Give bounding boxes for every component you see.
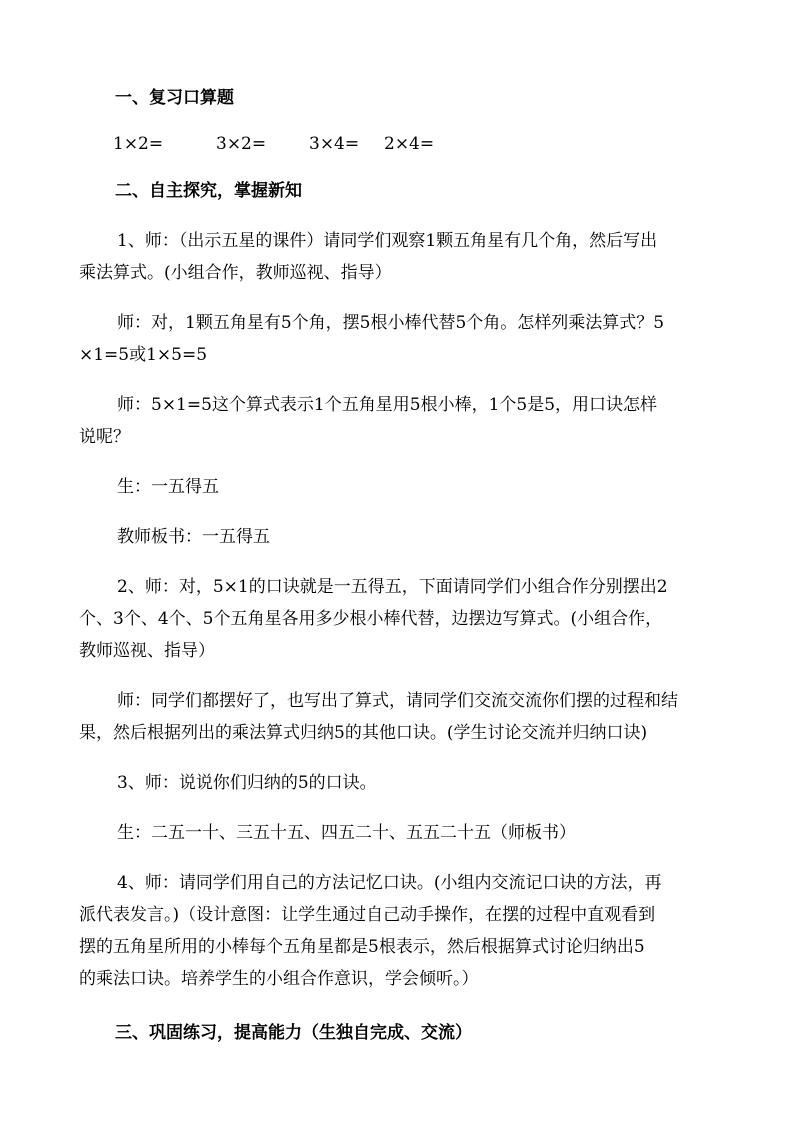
paragraph-line: 4、师：请同学们用自己的方法记忆口诀。(小组内交流记口诀的方法，再 — [117, 873, 662, 893]
paragraph-line: 师：同学们都摆好了，也写出了算式，请同学们交流交流你们摆的过程和结 — [117, 691, 678, 711]
paragraph-line: 个、3个、4个、5个五角星各用多少根小棒代替，边摆边写算式。(小组合作， — [79, 609, 663, 629]
section-heading-practice: 三、巩固练习，提高能力（生独自完成、交流） — [115, 1023, 472, 1043]
paragraph-line: 师：对，1颗五角星有5个角，摆5根小棒代替5个角。怎样列乘法算式？5 — [117, 313, 665, 333]
paragraph-line: 师：5×1=5这个算式表示1个五角星用5根小棒，1个5是5，用口诀怎样 — [117, 395, 658, 415]
paragraph-line: 1、师：（出示五星的课件）请同学们观察1颗五角星有几个角，然后写出 — [117, 231, 658, 251]
paragraph-line: 2、师：对，5×1的口诀就是一五得五，下面请同学们小组合作分别摆出2 — [117, 577, 668, 597]
paragraph-line: 教师板书：一五得五 — [117, 527, 270, 547]
paragraph-line: ×1=5或1×5=5 — [79, 345, 208, 365]
review-problem: 1×2= — [113, 134, 164, 154]
paragraph-line: 生：二五一十、三五十五、四五二十、五五二十五（师板书） — [117, 823, 576, 843]
paragraph-line: 3、师：说说你们归纳的5的口诀。 — [117, 773, 377, 793]
paragraph-line: 摆的五角星所用的小棒每个五角星都是5根表示，然后根据算式讨论归纳出5 — [79, 937, 645, 957]
review-problem: 2×4= — [384, 134, 435, 154]
review-problem: 3×4= — [309, 134, 360, 154]
paragraph-line: 派代表发言。)（设计意图：让学生通过自己动手操作，在摆的过程中直观看到 — [79, 905, 656, 925]
paragraph-line: 说呢？ — [79, 427, 130, 447]
section-heading-review: 一、复习口算题 — [115, 88, 234, 108]
review-problem-row — [0, 132, 794, 156]
paragraph-line: 教师巡视、指导） — [79, 641, 215, 661]
review-problem: 3×2= — [216, 134, 267, 154]
paragraph-line: 生：一五得五 — [117, 477, 219, 497]
paragraph-line: 的乘法口诀。培养学生的小组合作意识，学会倾听。） — [79, 969, 479, 989]
section-heading-explore: 二、自主探究，掌握新知 — [115, 181, 302, 201]
paragraph-line: 乘法算式。(小组合作，教师巡视、指导） — [79, 263, 392, 283]
paragraph-line: 果，然后根据列出的乘法算式归纳5的其他口诀。(学生讨论交流并归纳口诀) — [79, 723, 648, 743]
